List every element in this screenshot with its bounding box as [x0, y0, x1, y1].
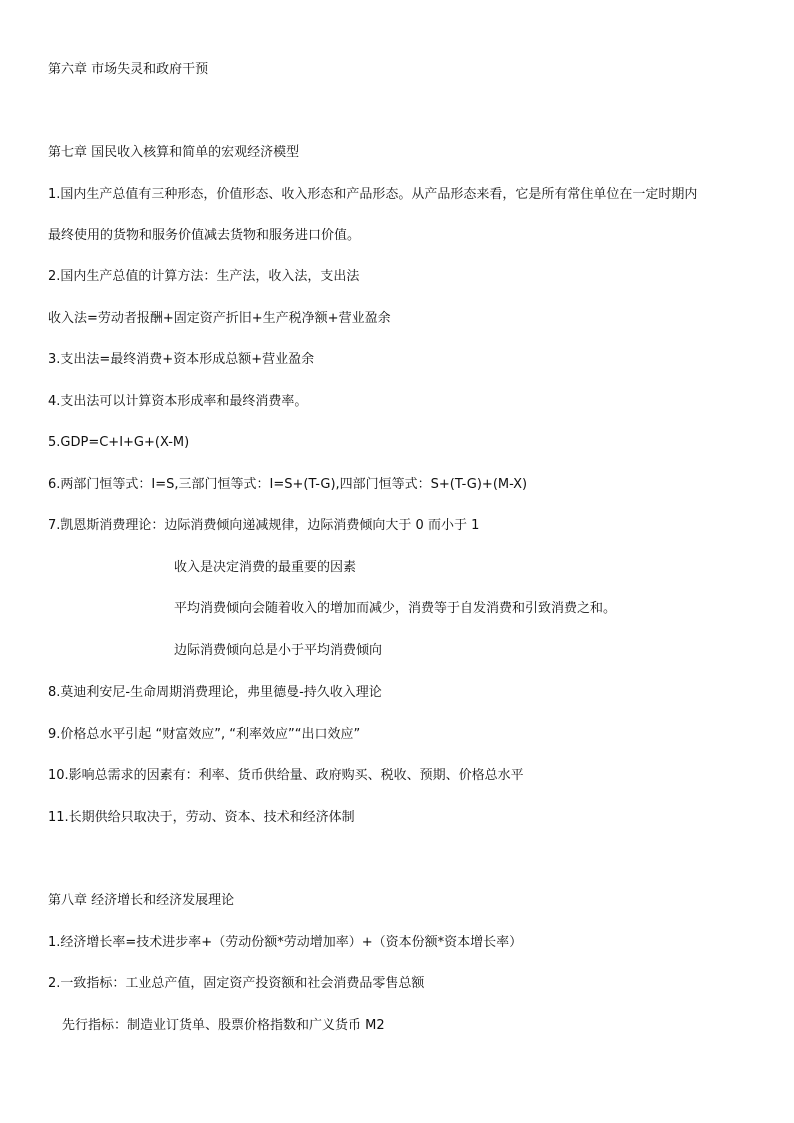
ch8-item-1: 1.经济增长率=技术进步率+（劳动份额*劳动增加率）+（资本份额*资本增长率）: [48, 935, 523, 950]
ch7-item-10: 10.影响总需求的因素有：利率、货币供给量、政府购买、税收、预期、价格总水平: [48, 768, 524, 783]
ch7-item-5: 5.GDP=C+I+G+(X-M): [48, 435, 190, 450]
chapter-8-title: 第八章 经济增长和经济发展理论: [48, 893, 235, 908]
ch7-item-1-line-1: 1.国内生产总值有三种形态，价值形态、收入形态和产品形态。从产品形态来看，它是所有常住单位在一定时期内: [48, 187, 698, 202]
ch8-item-2-leading-indicators: 先行指标：制造业订货单、股票价格指数和广义货币 M2: [62, 1018, 385, 1033]
ch7-item-1-line-2: 最终使用的货物和服务价值减去货物和服务进口价值。: [48, 228, 361, 243]
ch7-item-6: 6.两部门恒等式：I=S,三部门恒等式：I=S+(T-G),四部门恒等式：S+(T-G)+(M-X): [48, 477, 528, 492]
ch7-item-7-sub-3: 边际消费倾向总是小于平均消费倾向: [174, 643, 383, 658]
ch7-item-7: 7.凯恩斯消费理论：边际消费倾向递减规律，边际消费倾向大于 0 而小于 1: [48, 518, 480, 533]
chapter-6-title: 第六章 市场失灵和政府干预: [48, 62, 209, 77]
ch8-item-2: 2.一致指标：工业总产值，固定资产投资额和社会消费品零售总额: [48, 976, 425, 991]
ch7-item-2: 2.国内生产总值的计算方法：生产法，收入法，支出法: [48, 269, 360, 284]
ch7-item-7-sub-1: 收入是决定消费的最重要的因素: [174, 560, 357, 575]
chapter-7-title: 第七章 国民收入核算和简单的宏观经济模型: [48, 145, 300, 160]
ch7-item-8: 8.莫迪利安尼-生命周期消费理论，弗里德曼-持久收入理论: [48, 685, 382, 700]
ch7-item-4: 4.支出法可以计算资本形成率和最终消费率。: [48, 394, 308, 409]
ch7-item-9: 9.价格总水平引起 “财富效应”, “利率效应”“出口效应”: [48, 727, 361, 742]
ch7-item-2-income-method: 收入法=劳动者报酬+固定资产折旧+生产税净额+营业盈余: [48, 311, 391, 326]
ch7-item-3: 3.支出法=最终消费+资本形成总额+营业盈余: [48, 352, 315, 367]
ch7-item-11: 11.长期供给只取决于，劳动、资本、技术和经济体制: [48, 810, 355, 825]
ch7-item-7-sub-2: 平均消费倾向会随着收入的增加而减少，消费等于自发消费和引致消费之和。: [174, 601, 617, 616]
